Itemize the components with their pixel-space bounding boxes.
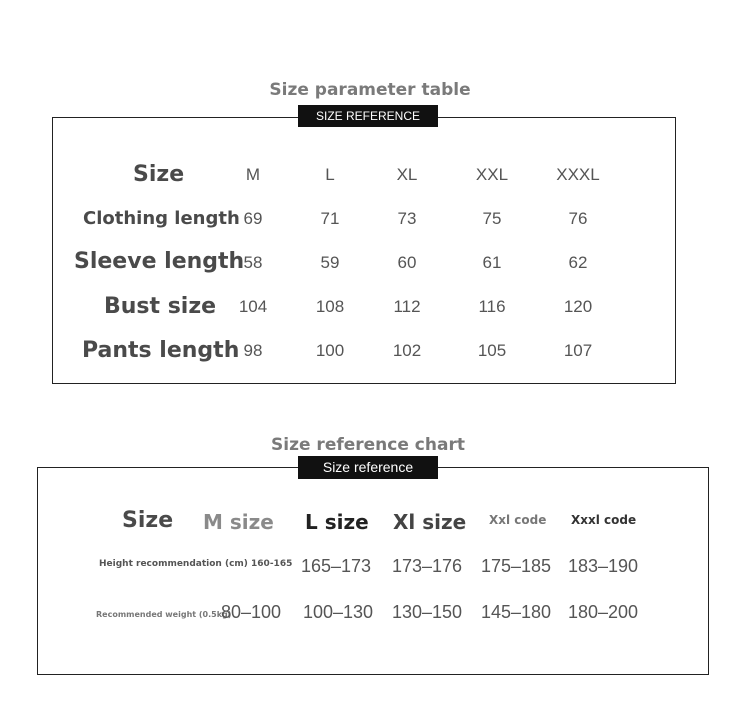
- table2-cell: 145–180: [480, 602, 552, 622]
- table2-cell: 183–190: [567, 556, 639, 576]
- table2-row-label-weight: Recommended weight (0.5kg): [96, 610, 232, 619]
- table1-row-label-clothing-length: Clothing length: [83, 208, 240, 229]
- table1-cell: 102: [392, 341, 422, 360]
- table2-cell: 100–130: [302, 602, 374, 622]
- table1-cell: 104: [238, 297, 268, 316]
- table2-row-label-height: Height recommendation (cm) 160-165: [99, 559, 293, 569]
- table2-size-m: M size: [203, 510, 274, 534]
- table1-cell: 116: [478, 297, 506, 316]
- table1-cell: 76: [568, 209, 588, 228]
- table1-cell: 108: [315, 297, 345, 316]
- table2-size-l: L size: [305, 510, 369, 534]
- table1-cell: 61: [482, 253, 502, 272]
- size-parameter-table-title: Size parameter table: [269, 80, 471, 100]
- table1-cell: 59: [320, 253, 340, 272]
- table2-cell: 173–176: [391, 556, 463, 576]
- table2-cell: 130–150: [391, 602, 463, 622]
- table1-cell: 107: [563, 341, 593, 360]
- table1-cell: 105: [477, 341, 507, 360]
- table1-cell: 112: [393, 297, 421, 316]
- table2-size-xxxl: Xxxl code: [571, 513, 637, 527]
- table1-size-l: L: [325, 165, 335, 184]
- table1-size-xxl: XXL: [475, 165, 509, 184]
- table1-cell: 120: [563, 297, 593, 316]
- table1-cell: 71: [320, 209, 340, 228]
- table2-cell: 80–100: [220, 602, 282, 622]
- table2-header-size-label: Size: [122, 508, 174, 533]
- table1-cell: 75: [482, 209, 502, 228]
- table1-cell: 69: [243, 209, 263, 228]
- table1-header-size-label: Size: [133, 162, 185, 187]
- table1-cell: 62: [568, 253, 588, 272]
- table1-cell: 98: [243, 341, 263, 360]
- table2-cell: 165–173: [300, 556, 372, 576]
- table1-row-label-sleeve-length: Sleeve length: [74, 249, 245, 274]
- size-reference-badge: SIZE REFERENCE: [298, 105, 438, 127]
- table1-row-label-bust-size: Bust size: [104, 294, 217, 319]
- table1-cell: 60: [397, 253, 417, 272]
- size-reference-chart-badge: Size reference: [298, 456, 438, 479]
- table2-cell: 180–200: [567, 602, 639, 622]
- size-reference-chart-title: Size reference chart: [271, 435, 465, 455]
- table1-cell: 58: [243, 253, 263, 272]
- table1-row-label-pants-length: Pants length: [82, 338, 240, 363]
- table2-size-xxl: Xxl code: [489, 513, 547, 527]
- table1-size-m: M: [245, 165, 261, 184]
- table1-cell: 100: [315, 341, 345, 360]
- table2-cell: 175–185: [480, 556, 552, 576]
- table1-size-xxxl: XXXL: [556, 165, 600, 184]
- table2-size-xl: Xl size: [393, 510, 467, 534]
- table1-cell: 73: [397, 209, 417, 228]
- table1-size-xl: XL: [396, 165, 418, 184]
